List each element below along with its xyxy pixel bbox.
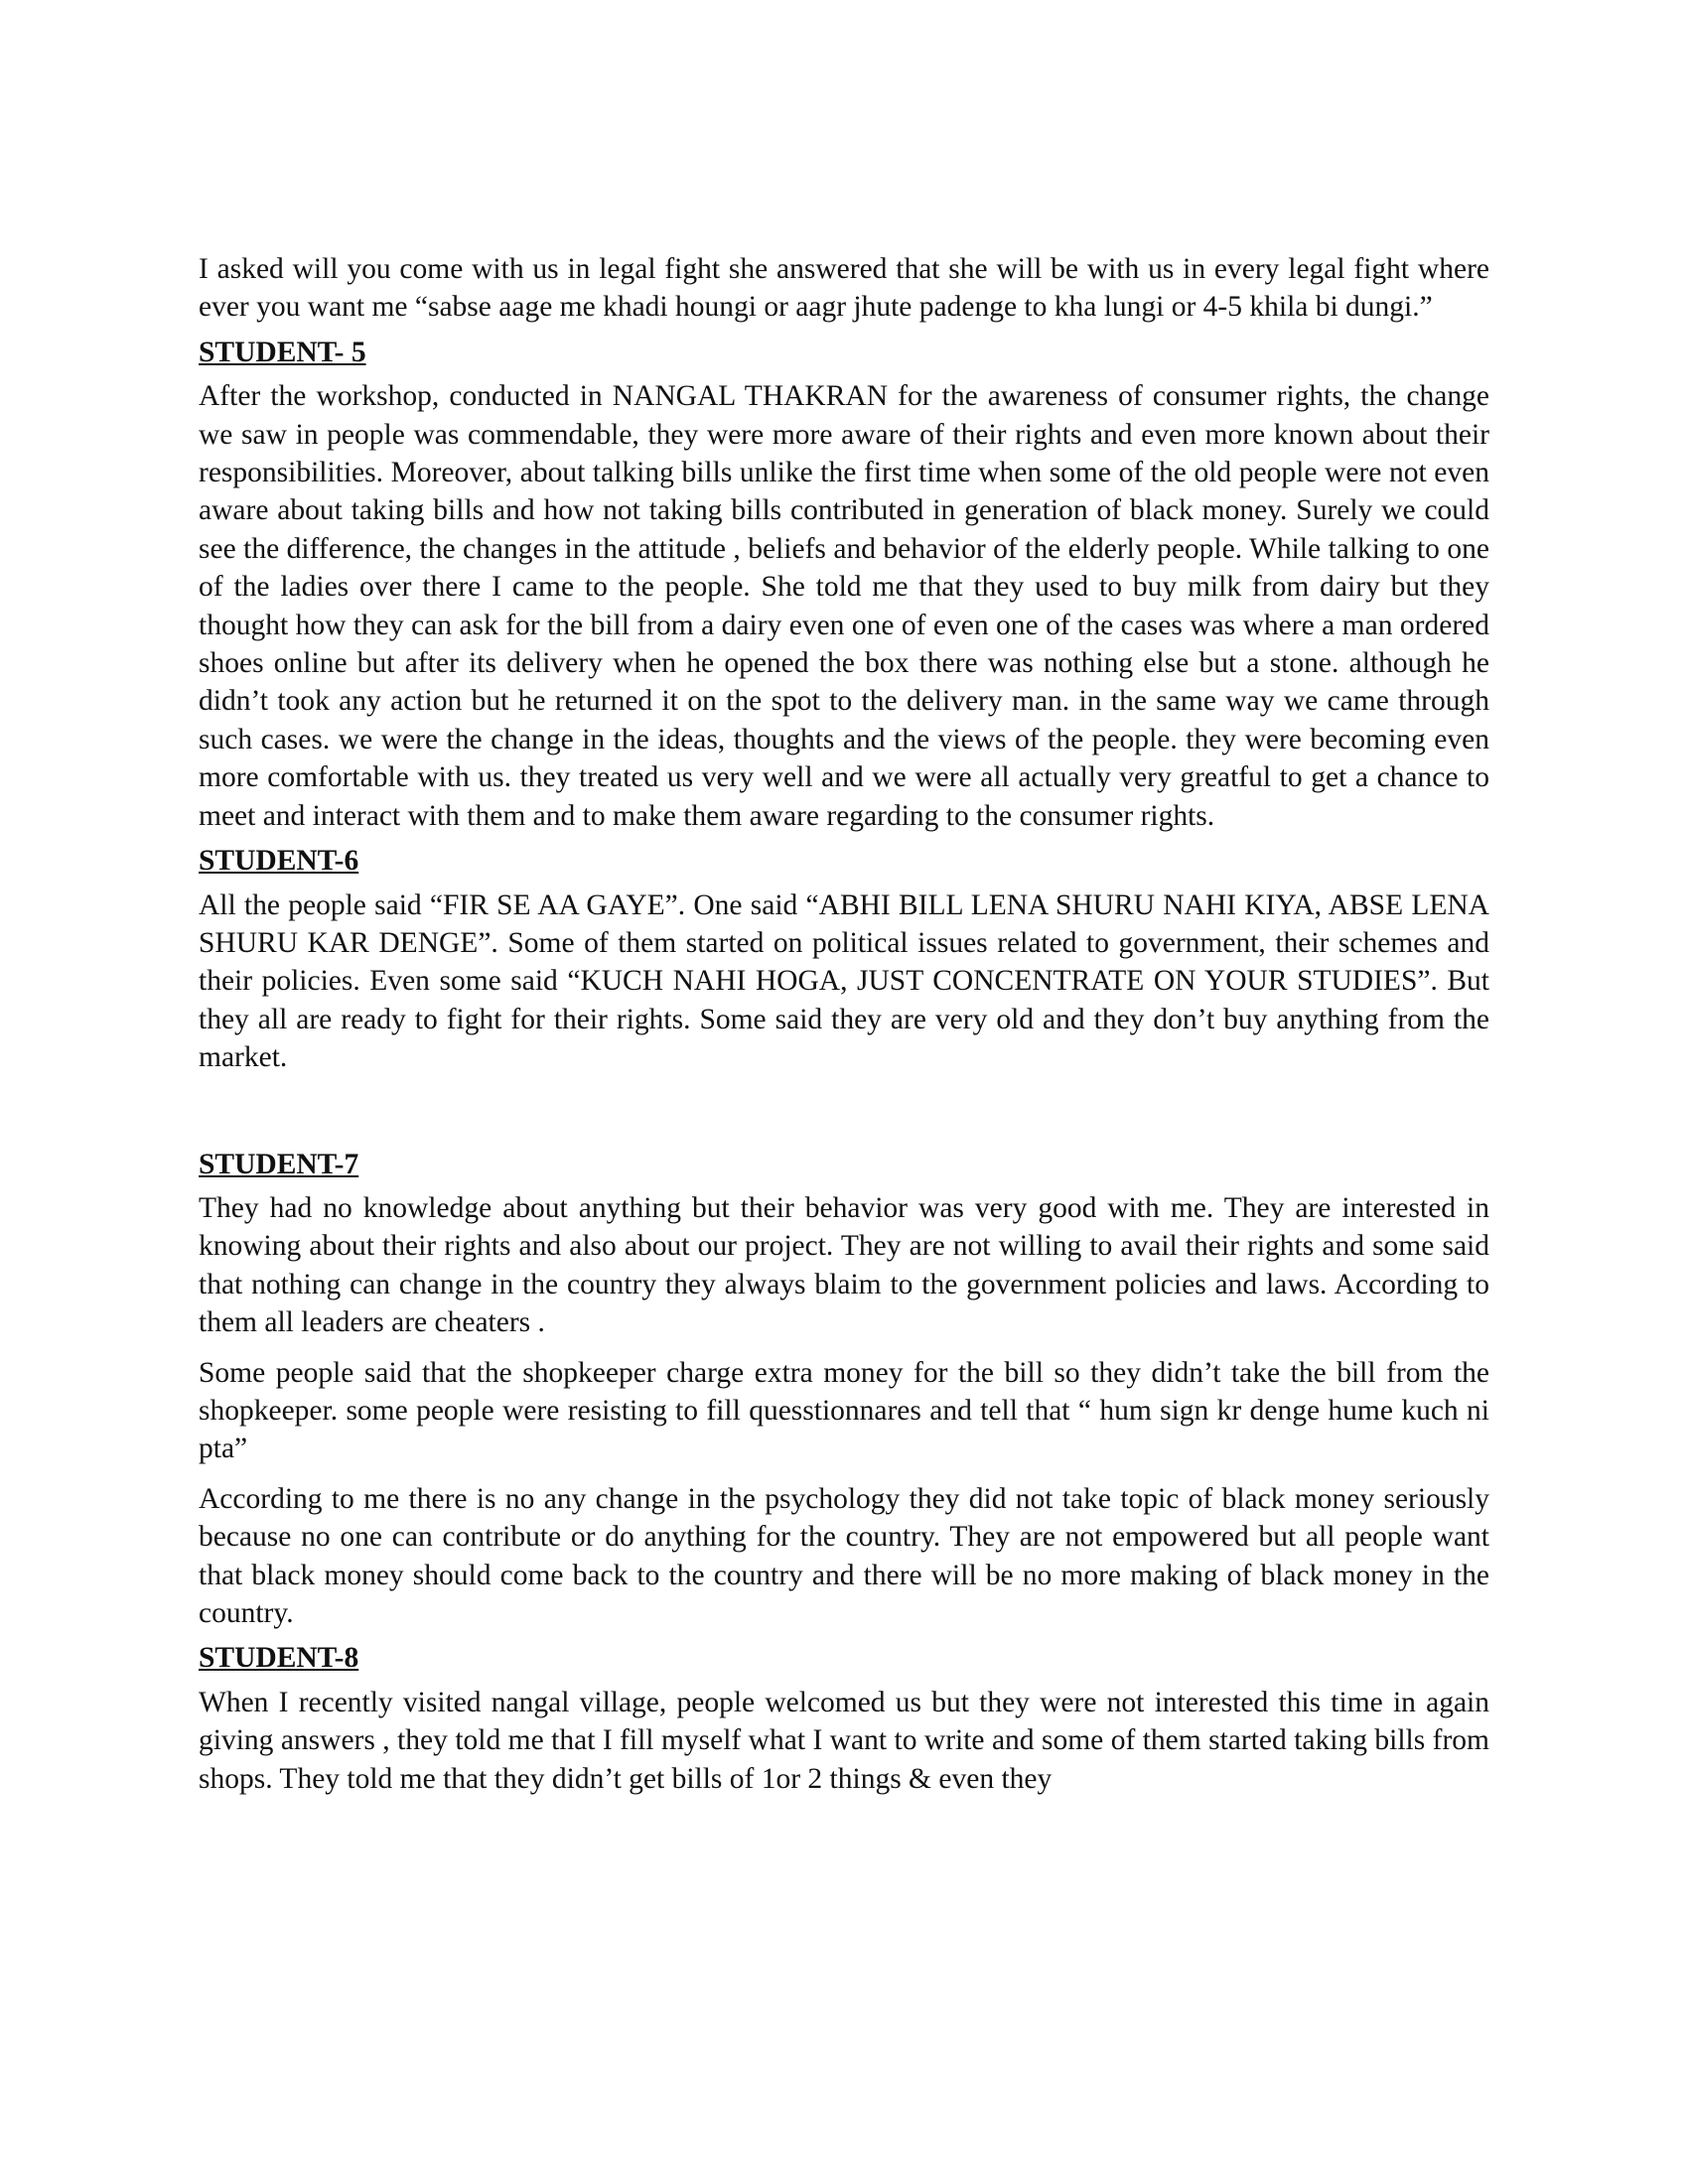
student-6-paragraph: All the people said “FIR SE AA GAYE”. One said “ABHI BILL LENA SHURU NAHI KIYA, ABSE LENA SHURU KAR DENGE”. Some of them started on political issues related to government, their schemes and their policies. Even some said “KUCH NAHI HOGA, JUST CONCENTRATE ON YOUR STUDIES”. But they all are ready to fight for their rights. Some said they are very old and they don’t buy anything from the market. [199, 888, 1489, 1074]
student-7-heading: STUDENT-7 [199, 1148, 359, 1180]
student-8-heading: STUDENT-8 [199, 1642, 359, 1675]
student-5-paragraph: After the workshop, conducted in NANGAL THAKRAN for the awareness of consumer rights, the change we saw in people was commendable, they were more aware of their rights and even more known about their responsibilities. Moreover, about talking bills unlike the first time when some of the old people were not even aware about taking bills and how not taking bills contributed in generation of black money. Surely we could see the difference, the changes in the attitude , beliefs and behavior of the elderly people. While talking to one of the ladies over there I came to the people. She told me that they used to buy milk from dairy but they thought how they can ask for the bill from a dairy even one of even one of the cases was where a man ordered shoes online but after its delivery when he opened the box there was nothing else but a stone. although he didn’t took any action but he returned it on the spot to the delivery man. in the same way we came through such cases. we were the change in the ideas, thoughts and the views of the people. they were becoming even more comfortable with us. they treated us very well and we were all actually very greatful to get a chance to meet and interact with them and to make them aware regarding to the consumer rights. [199, 380, 1489, 832]
student-6-heading: STUDENT-6 [199, 845, 359, 878]
student-8-paragraph: When I recently visited nangal village, people welcomed us but they were not interested this time in again giving answers , they told me that I fill myself what I want to write and some of them started taking bills from shops. They told me that they didn’t get bills of 1or 2 things & even they [199, 1686, 1489, 1795]
document-page [199, 250, 1489, 1798]
student-5-heading: STUDENT- 5 [199, 336, 366, 368]
student-7-paragraph-2: Some people said that the shopkeeper charge extra money for the bill so they didn’t take the bill from the shopkeeper. some people were resisting to fill quesstionnares and tell that “ hum sign kr denge hume kuch ni pta” [199, 1356, 1489, 1465]
student-7-paragraph-3: According to me there is no any change in the psychology they did not take topic of black money seriously because no one can contribute or do anything for the country. They are not empowered but all people want that black money should come back to the country and there will be no more making of black money in the country. [199, 1482, 1489, 1629]
student-7-paragraph-1: They had no knowledge about anything but their behavior was very good with me. They are interested in knowing about their rights and also about our project. They are not willing to avail their rights and some said that nothing can change in the country they always blaim to the government policies and laws. According to them all leaders are cheaters . [199, 1191, 1489, 1339]
blank-line [199, 1077, 1489, 1139]
intro-paragraph: I asked will you come with us in legal fight she answered that she will be with us in every legal fight where ever you want me “sabse aage me khadi houngi or aagr jhute padenge to kha lungi or 4-5 khila bi dungi.” [199, 253, 1489, 324]
